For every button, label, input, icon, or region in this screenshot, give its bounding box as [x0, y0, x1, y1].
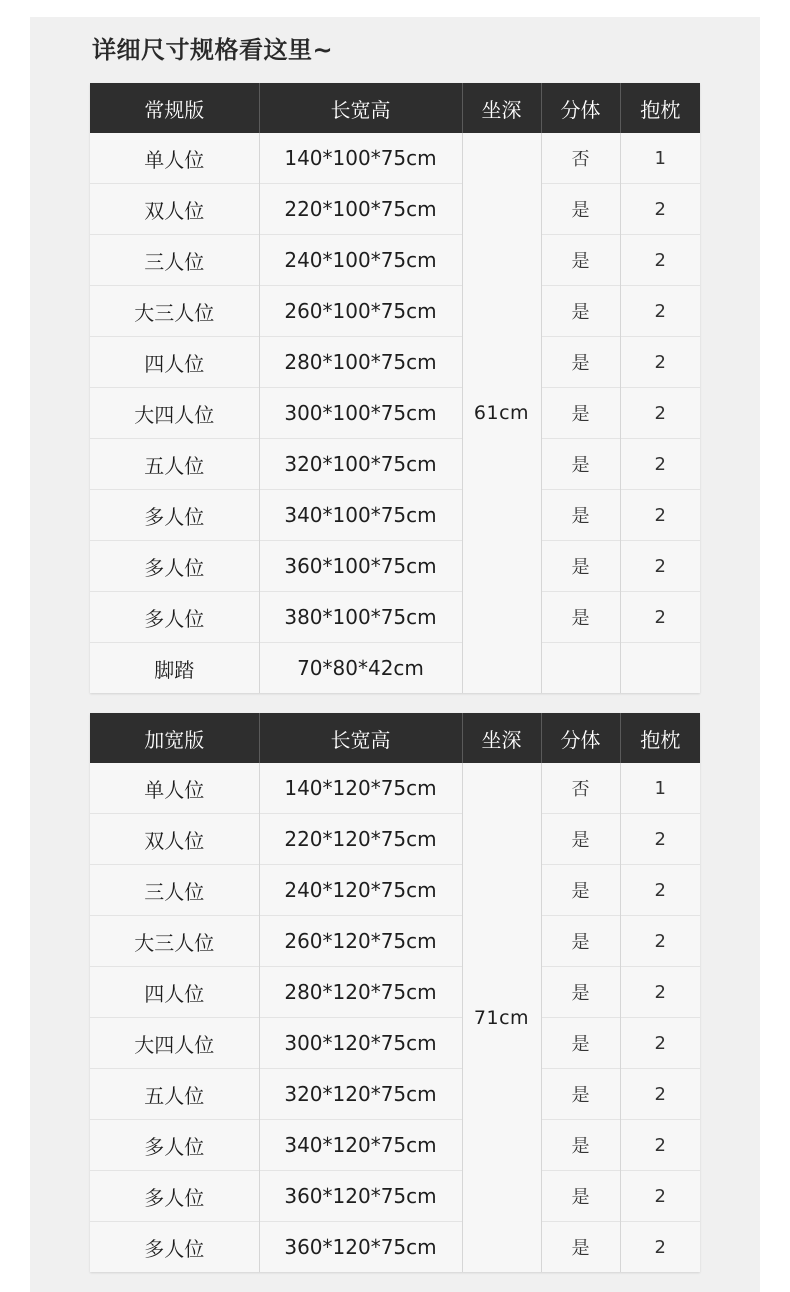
- split-cell: 是: [541, 1018, 620, 1069]
- dimensions-cell: 240*100*75cm: [259, 235, 462, 286]
- split-cell: 是: [541, 388, 620, 439]
- pillow-cell: 2: [620, 1018, 700, 1069]
- header-seat-depth: 坐深: [462, 83, 541, 133]
- table-row: [90, 592, 700, 643]
- table-row: [90, 1018, 700, 1069]
- table-row: [90, 388, 700, 439]
- split-cell: 否: [541, 763, 620, 814]
- dimensions-cell: 220*120*75cm: [259, 814, 462, 865]
- seat-type-cell: 四人位: [90, 337, 259, 388]
- pillow-cell: 2: [620, 967, 700, 1018]
- pillow-cell: 2: [620, 1120, 700, 1171]
- pillow-cell: 2: [620, 1222, 700, 1273]
- seat-type-cell: 双人位: [90, 184, 259, 235]
- split-cell: 是: [541, 814, 620, 865]
- table-row: [90, 1069, 700, 1120]
- split-cell: 是: [541, 541, 620, 592]
- spec-table-wide: [90, 713, 700, 1272]
- table-row: [90, 967, 700, 1018]
- pillow-cell: 1: [620, 763, 700, 814]
- split-cell: 是: [541, 967, 620, 1018]
- split-cell: 是: [541, 439, 620, 490]
- split-cell: 是: [541, 490, 620, 541]
- seat-depth-cell: 61cm: [462, 133, 541, 693]
- split-cell: 是: [541, 1222, 620, 1273]
- header-version: 加宽版: [90, 713, 259, 763]
- header-version: 常规版: [90, 83, 259, 133]
- table-row: [90, 184, 700, 235]
- pillow-cell: 2: [620, 592, 700, 643]
- seat-type-cell: 三人位: [90, 235, 259, 286]
- dimensions-cell: 300*100*75cm: [259, 388, 462, 439]
- dimensions-cell: 280*120*75cm: [259, 967, 462, 1018]
- seat-depth-cell: 71cm: [462, 763, 541, 1272]
- dimensions-cell: 320*120*75cm: [259, 1069, 462, 1120]
- pillow-cell-empty: [620, 643, 700, 694]
- table-row: [90, 439, 700, 490]
- dimensions-cell: 140*100*75cm: [259, 133, 462, 184]
- dimensions-cell: 360*120*75cm: [259, 1171, 462, 1222]
- seat-type-cell: 大三人位: [90, 916, 259, 967]
- table-row: [90, 1120, 700, 1171]
- split-cell: 是: [541, 592, 620, 643]
- seat-type-cell: 多人位: [90, 490, 259, 541]
- seat-type-cell: 五人位: [90, 1069, 259, 1120]
- seat-type-cell: 大四人位: [90, 1018, 259, 1069]
- seat-type-cell: 三人位: [90, 865, 259, 916]
- pillow-cell: 2: [620, 490, 700, 541]
- table-row: [90, 337, 700, 388]
- dimensions-cell: 320*100*75cm: [259, 439, 462, 490]
- split-cell: 是: [541, 337, 620, 388]
- seat-type-cell: 单人位: [144, 777, 205, 802]
- dimensions-cell: 70*80*42cm: [259, 643, 462, 694]
- pillow-cell: 2: [620, 235, 700, 286]
- table-row: [90, 916, 700, 967]
- dimensions-cell: 360*120*75cm: [259, 1222, 462, 1273]
- seat-type-cell: 多人位: [90, 541, 259, 592]
- split-cell: 是: [541, 1171, 620, 1222]
- dimensions-cell: 340*100*75cm: [259, 490, 462, 541]
- dimensions-cell: 380*100*75cm: [259, 592, 462, 643]
- table-row: [90, 541, 700, 592]
- dimensions-cell: 300*120*75cm: [259, 1018, 462, 1069]
- table-header-row: [90, 83, 700, 133]
- seat-type-cell: 五人位: [90, 439, 259, 490]
- header-dimensions: 长宽高: [259, 713, 462, 763]
- split-cell: 是: [541, 235, 620, 286]
- split-cell: 否: [541, 133, 620, 184]
- seat-type-cell: 单人位: [144, 147, 205, 172]
- table-header-row: [90, 713, 700, 763]
- header-split: 分体: [541, 713, 620, 763]
- pillow-cell: 2: [620, 865, 700, 916]
- pillow-cell: 2: [620, 1069, 700, 1120]
- dimensions-cell: 260*100*75cm: [259, 286, 462, 337]
- split-cell: 是: [541, 865, 620, 916]
- page-title: 详细尺寸规格看这里~: [92, 36, 334, 64]
- pillow-cell: 2: [620, 286, 700, 337]
- dimensions-cell: 260*120*75cm: [259, 916, 462, 967]
- table-row: [90, 286, 700, 337]
- seat-type-cell: 多人位: [90, 1171, 259, 1222]
- table-row: [90, 865, 700, 916]
- table-row: [90, 1171, 700, 1222]
- header-dimensions: 长宽高: [259, 83, 462, 133]
- seat-type-cell: 大四人位: [90, 388, 259, 439]
- seat-type-cell: 脚踏: [90, 643, 259, 694]
- seat-type-cell: 大三人位: [90, 286, 259, 337]
- pillow-cell: 2: [620, 184, 700, 235]
- split-cell: 是: [541, 1120, 620, 1171]
- dimensions-cell: 140*120*75cm: [259, 763, 462, 814]
- seat-type-cell: 四人位: [90, 967, 259, 1018]
- table-row: [90, 1222, 700, 1273]
- table-row-footstool: [90, 643, 700, 694]
- pillow-cell: 2: [620, 541, 700, 592]
- table-row: [90, 235, 700, 286]
- split-cell: 是: [541, 916, 620, 967]
- seat-type-cell: 多人位: [90, 592, 259, 643]
- table-row: [90, 490, 700, 541]
- pillow-cell: 2: [620, 916, 700, 967]
- header-pillow: 抱枕: [620, 713, 700, 763]
- spec-table-regular: [90, 83, 700, 693]
- pillow-cell: 2: [620, 337, 700, 388]
- dimensions-cell: 220*100*75cm: [259, 184, 462, 235]
- seat-type-cell: 多人位: [90, 1120, 259, 1171]
- table-row: [90, 814, 700, 865]
- split-cell: 是: [541, 286, 620, 337]
- dimensions-cell: 240*120*75cm: [259, 865, 462, 916]
- split-cell: 是: [541, 1069, 620, 1120]
- dimensions-cell: 360*100*75cm: [259, 541, 462, 592]
- dimensions-cell: 280*100*75cm: [259, 337, 462, 388]
- pillow-cell: 2: [620, 439, 700, 490]
- header-pillow: 抱枕: [620, 83, 700, 133]
- split-cell: 是: [541, 184, 620, 235]
- header-seat-depth: 坐深: [462, 713, 541, 763]
- table-row: [90, 763, 700, 814]
- seat-type-cell: 双人位: [90, 814, 259, 865]
- table-row: [90, 133, 700, 184]
- header-split: 分体: [541, 83, 620, 133]
- seat-type-cell: 多人位: [90, 1222, 259, 1273]
- pillow-cell: 2: [620, 1171, 700, 1222]
- dimensions-cell: 340*120*75cm: [259, 1120, 462, 1171]
- split-cell-empty: [541, 643, 620, 694]
- pillow-cell: 2: [620, 814, 700, 865]
- pillow-cell: 2: [620, 388, 700, 439]
- pillow-cell: 1: [620, 133, 700, 184]
